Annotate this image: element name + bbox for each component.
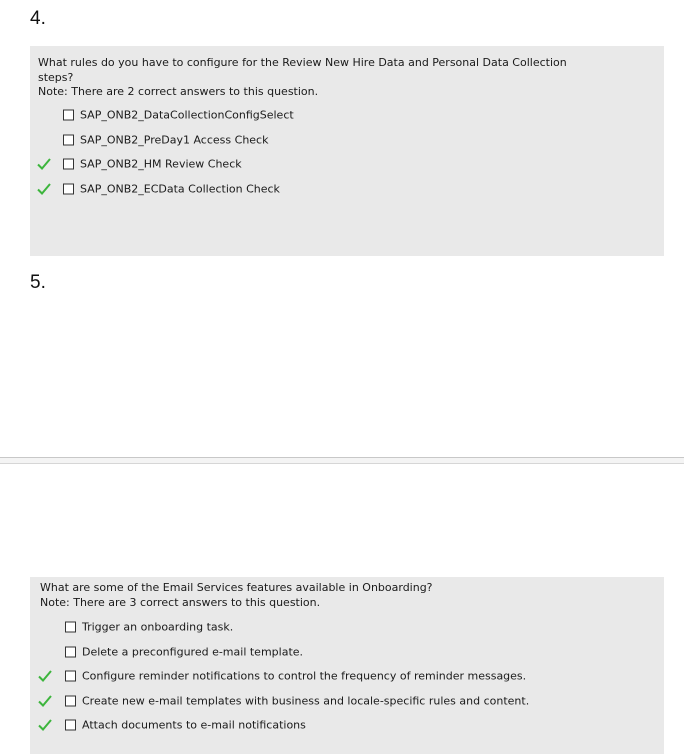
option-checkbox[interactable] bbox=[65, 720, 76, 731]
question-4-options bbox=[30, 103, 664, 201]
option-checkbox[interactable] bbox=[63, 159, 74, 170]
question-4-number: 4. bbox=[30, 8, 46, 29]
option-label: SAP_ONB2_ECData Collection Check bbox=[80, 182, 280, 196]
option-row[interactable] bbox=[30, 103, 664, 128]
question-4-prompt bbox=[38, 56, 658, 100]
option-row[interactable] bbox=[30, 640, 664, 665]
question-5-box bbox=[30, 577, 664, 754]
question-5-options bbox=[30, 615, 664, 738]
option-label: Trigger an onboarding task. bbox=[82, 620, 234, 634]
option-row[interactable] bbox=[30, 615, 664, 640]
page-separator bbox=[0, 457, 684, 464]
check-mark-icon bbox=[37, 717, 53, 733]
option-checkbox[interactable] bbox=[65, 671, 76, 682]
option-row[interactable] bbox=[30, 177, 664, 202]
check-mark-icon bbox=[36, 156, 52, 172]
question-5-prompt bbox=[40, 581, 660, 610]
check-mark-icon bbox=[37, 668, 53, 684]
option-checkbox[interactable] bbox=[65, 695, 76, 706]
option-row[interactable] bbox=[30, 713, 664, 738]
question-4-box bbox=[30, 46, 664, 256]
option-label: SAP_ONB2_PreDay1 Access Check bbox=[80, 133, 269, 147]
option-label: Configure reminder notifications to control the frequency of reminder messages. bbox=[82, 669, 527, 683]
option-checkbox[interactable] bbox=[63, 183, 74, 194]
check-mark-icon bbox=[37, 693, 53, 709]
question-5-number: 5. bbox=[30, 272, 46, 293]
question-5-prompt-line1: What are some of the Email Services features available in Onboarding? bbox=[40, 581, 433, 594]
question-4-note: Note: There are 2 correct answers to this question. bbox=[38, 85, 319, 98]
option-checkbox[interactable] bbox=[63, 110, 74, 121]
check-mark-icon bbox=[36, 181, 52, 197]
option-row[interactable] bbox=[30, 152, 664, 177]
option-row[interactable] bbox=[30, 664, 664, 689]
option-label: Delete a preconfigured e-mail template. bbox=[82, 645, 304, 659]
option-row[interactable] bbox=[30, 689, 664, 714]
option-label: Create new e-mail templates with business and locale-specific rules and content. bbox=[82, 694, 530, 708]
option-checkbox[interactable] bbox=[65, 646, 76, 657]
option-label: SAP_ONB2_HM Review Check bbox=[80, 157, 242, 171]
option-label: SAP_ONB2_DataCollectionConfigSelect bbox=[80, 108, 294, 122]
question-4-prompt-line1: What rules do you have to configure for the Review New Hire Data and Personal Data Collection bbox=[38, 56, 567, 69]
option-row[interactable] bbox=[30, 128, 664, 153]
option-label: Attach documents to e-mail notifications bbox=[82, 718, 306, 732]
option-checkbox[interactable] bbox=[63, 134, 74, 145]
question-5-note: Note: There are 3 correct answers to this question. bbox=[40, 595, 321, 609]
question-4-prompt-line2: steps? bbox=[38, 70, 74, 84]
option-checkbox[interactable] bbox=[65, 622, 76, 633]
